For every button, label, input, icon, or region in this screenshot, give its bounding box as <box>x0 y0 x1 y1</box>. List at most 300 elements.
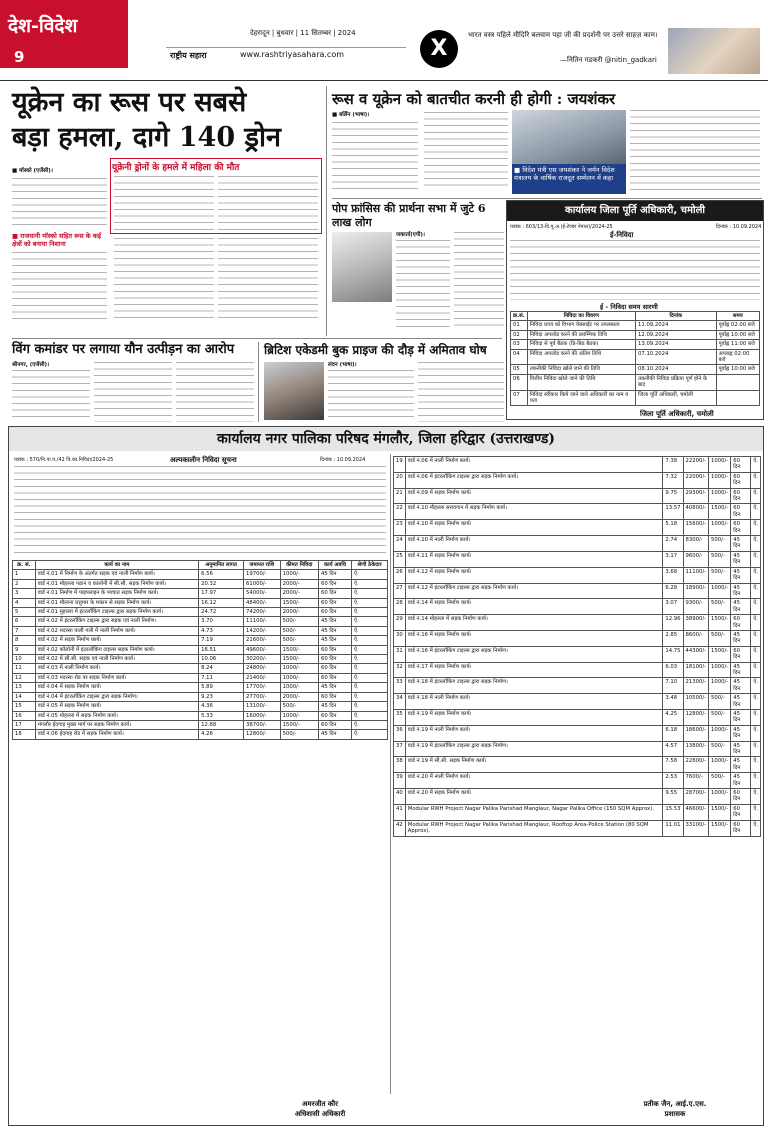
manglaur-table-cell: 2.74 <box>663 536 683 552</box>
manglaur-table-row <box>394 789 761 805</box>
story1-headline-line1: यूक्रेन का रूस पर सबसे <box>12 87 247 118</box>
manglaur-table-cell: 8600/- <box>683 630 709 646</box>
manglaur-table-row <box>394 678 761 694</box>
manglaur-table-cell: 1000/- <box>280 673 318 682</box>
story3-body-col2 <box>454 232 504 330</box>
manglaur-table-cell: 38900/- <box>683 615 709 631</box>
manglaur-table-cell: 20.32 <box>199 579 244 588</box>
manglaur-table-cell: वार्ड नं.03 मदरसा रोड पर सड़क निर्माण कार्य। <box>35 673 198 682</box>
manglaur-table-cell: 16000/- <box>244 711 281 720</box>
manglaur-table-cell: 60 दिन <box>731 472 751 488</box>
manglaur-table-cell: 12.96 <box>663 615 683 631</box>
manglaur-table-cell: 3.68 <box>663 567 683 583</box>
manglaur-table-cell: 22000/- <box>683 472 709 488</box>
manglaur-table-cell: 1000/- <box>709 678 731 694</box>
manglaur-table-cell: 500/- <box>280 702 318 711</box>
manglaur-table-cell: 20 <box>394 472 406 488</box>
manglaur-ad-title: कार्यालय नगर पालिका परिषद मंगलौर, जिला हरिद्वार (उत्तराखण्ड) <box>9 427 763 451</box>
manglaur-table-cell: 14 <box>13 692 36 701</box>
manglaur-table-cell: ऐ. <box>751 773 761 789</box>
manglaur-table-cell: ऐ. <box>751 457 761 473</box>
manglaur-table-cell: 3 <box>13 589 36 598</box>
manglaur-table-cell: ऐ. <box>751 694 761 710</box>
manglaur-table-cell: 60 दिन <box>318 711 351 720</box>
manglaur-table-row <box>394 615 761 631</box>
story1-dateline: ■ मॉस्को (एजेंसी)। <box>12 168 53 174</box>
manglaur-table-cell: ऐ. <box>751 725 761 741</box>
manglaur-table-row <box>394 694 761 710</box>
manglaur-table-row <box>13 730 388 739</box>
story2-photo <box>512 110 626 164</box>
manglaur-table-cell: 60 दिन <box>731 615 751 631</box>
chamoli-table-cell: 07.10.2024 <box>636 349 717 365</box>
manglaur-table-cell: 9.23 <box>199 692 244 701</box>
manglaur-table-cell: 60 दिन <box>731 804 751 820</box>
manglaur-table-cell: 500/- <box>709 599 731 615</box>
manglaur-table-cell: वार्ड नं.20 में नाली निर्माण कार्य। <box>405 773 663 789</box>
chamoli-table-cell: जिला पूर्ति अधिकारी, चमोली <box>636 390 717 406</box>
manglaur-table-cell: 1500/- <box>280 598 318 607</box>
manglaur-table-cell: वार्ड नं.10 में नाली निर्माण कार्य। <box>405 536 663 552</box>
manglaur-table-cell: 18600/- <box>683 725 709 741</box>
manglaur-table-cell: 9 <box>13 645 36 654</box>
manglaur-table-cell: 45 दिन <box>731 599 751 615</box>
manglaur-table-cell: 1500/- <box>709 646 731 662</box>
manglaur-table-cell: 45 दिन <box>731 773 751 789</box>
manglaur-table-cell: वार्ड नं.18 में नाली निर्माण कार्य। <box>405 694 663 710</box>
manglaur-table-cell: ऐ. <box>751 741 761 757</box>
manglaur-table-cell: 1500/- <box>709 820 731 836</box>
manglaur-table-cell: 45 दिन <box>731 536 751 552</box>
chamoli-table-row <box>511 365 760 374</box>
manglaur-table-cell: 60 दिन <box>731 504 751 520</box>
chamoli-table-cell <box>716 390 759 406</box>
manglaur-table-right <box>393 456 761 837</box>
manglaur-table-cell: ऐ. <box>352 645 388 654</box>
manglaur-table-cell: वार्ड नं.02 में इंटरलॉकिंग टाइल्स द्वारा सड़क एवं नाली निर्माण। <box>35 617 198 626</box>
column-divider <box>390 454 391 1094</box>
manglaur-table-cell: वार्ड नं.01 मौलाना प्रत्तुमार के मकान से सड़क निर्माण कार्य। <box>35 598 198 607</box>
manglaur-table-cell: 10 <box>13 655 36 664</box>
manglaur-table-cell: 500/- <box>709 741 731 757</box>
manglaur-table-cell: 22 <box>394 504 406 520</box>
manglaur-table-row <box>13 608 388 617</box>
manglaur-table-cell: 15600/- <box>683 520 709 536</box>
manglaur-table-cell: 13.57 <box>663 504 683 520</box>
manglaur-table-cell: वार्ड नं.06 में नाली निर्माण कार्य। <box>405 457 663 473</box>
manglaur-table-cell: ऐ. <box>352 711 388 720</box>
manglaur-table-cell: 38700/- <box>244 720 281 729</box>
manglaur-table-row <box>13 636 388 645</box>
manglaur-table-cell: 9600/- <box>683 551 709 567</box>
manglaur-table-cell: 7.32 <box>663 472 683 488</box>
manglaur-table-cell: 46600/- <box>683 804 709 820</box>
manglaur-table-cell: 60 दिन <box>731 520 751 536</box>
manglaur-table-cell: 8 <box>13 636 36 645</box>
chamoli-table-cell: 06 <box>511 374 528 390</box>
manglaur-table-cell: वार्ड नं.01 निर्माण में पाइपलाइन के पश्चात सड़क निर्माण कार्य। <box>35 589 198 598</box>
manglaur-table-cell: 29300/- <box>683 488 709 504</box>
manglaur-table-cell: 38 <box>394 757 406 773</box>
manglaur-table-cell: वार्ड नं.09 में सड़क निर्माण कार्य। <box>405 488 663 504</box>
manglaur-table-cell: 7.11 <box>199 673 244 682</box>
manglaur-table-cell: 60 दिन <box>318 692 351 701</box>
manglaur-table-cell: 8.24 <box>199 664 244 673</box>
manglaur-signer-left-title: अधिशासी अधिकारी <box>294 1110 346 1118</box>
chamoli-signature: जिला पूर्ति अधिकारी, चमोली <box>640 410 714 418</box>
manglaur-ref-no: पत्रांक : 570/नि.पा.प./42 वि.का.निविदा/2024-25 <box>14 457 114 463</box>
chamoli-table-cell: 03 <box>511 340 528 349</box>
manglaur-table-row <box>13 720 388 729</box>
manglaur-table-cell: 21300/- <box>683 678 709 694</box>
manglaur-table-cell: 1500/- <box>280 655 318 664</box>
manglaur-table-cell: 21400/- <box>244 673 281 682</box>
website-url[interactable]: www.rashtriyasahara.com <box>240 50 345 59</box>
manglaur-table-row <box>394 630 761 646</box>
manglaur-table-cell: 12800/- <box>683 710 709 726</box>
manglaur-table-row <box>394 773 761 789</box>
manglaur-table-cell: ऐ. <box>751 567 761 583</box>
manglaur-table-cell: 500/- <box>709 551 731 567</box>
manglaur-table-cell: 60 दिन <box>318 589 351 598</box>
chamoli-notice-title: ई-निविदा <box>610 231 634 239</box>
manglaur-table-cell: 60 दिन <box>318 655 351 664</box>
masthead-rule <box>166 47 406 48</box>
chamoli-schedule-title: ई - निविदा समय सारणी <box>600 303 658 311</box>
manglaur-table-cell: 13100/- <box>244 702 281 711</box>
chamoli-table-cell: 05 <box>511 365 528 374</box>
manglaur-table-cell: 6.03 <box>663 662 683 678</box>
story3-photo <box>332 232 392 302</box>
manglaur-table-cell: 3.17 <box>663 551 683 567</box>
manglaur-table-cell: 13 <box>13 683 36 692</box>
story5-photo <box>264 362 324 420</box>
story1-box-body-b <box>218 176 318 230</box>
manglaur-table-cell: 1000/- <box>709 520 731 536</box>
manglaur-table-cell: 11100/- <box>244 617 281 626</box>
manglaur-table-cell: 4.25 <box>663 710 683 726</box>
manglaur-table-left <box>12 560 388 740</box>
manglaur-table-cell: 60 दिन <box>318 673 351 682</box>
manglaur-table-cell: 500/- <box>709 694 731 710</box>
manglaur-table-cell: 2000/- <box>280 692 318 701</box>
manglaur-table-cell: वार्ड नं.16 में इंटरलॉकिंग टाइल्स द्वारा सड़क निर्माण। <box>405 646 663 662</box>
manglaur-table-row <box>394 710 761 726</box>
chamoli-table-cell: 07 <box>511 390 528 406</box>
manglaur-table-cell: 29 <box>394 615 406 631</box>
manglaur-table-cell: 23 <box>394 520 406 536</box>
manglaur-signer-right-name: प्रतीक जैन, आई.ए.एस. <box>643 1100 707 1108</box>
chamoli-ref-no: पत्रांक : 603/13-वि.पू.अ.(ई-टेण्डर नेपाल)/2024-25 <box>510 224 613 230</box>
manglaur-table-cell: वार्ड नं.20 में सड़क निर्माण कार्य। <box>405 789 663 805</box>
story4-body-col3 <box>176 362 254 422</box>
manglaur-table-cell: वार्ड नं.01 मुहल्ला में इंटरलॉकिंग टाइल्स द्वारा सड़क निर्माण कार्य। <box>35 608 198 617</box>
manglaur-table-cell: ऐ. <box>751 504 761 520</box>
manglaur-table-cell: 1000/- <box>280 683 318 692</box>
manglaur-table-cell: 500/- <box>709 630 731 646</box>
manglaur-table-cell: 41 <box>394 804 406 820</box>
manglaur-table-cell: 1000/- <box>709 725 731 741</box>
manglaur-table-row <box>13 617 388 626</box>
manglaur-table-cell: 28 <box>394 599 406 615</box>
manglaur-table-cell: 1000/- <box>709 488 731 504</box>
manglaur-table-cell: वार्ड नं.05 में सड़क निर्माण कार्य। <box>35 702 198 711</box>
chamoli-table-cell: 02 <box>511 330 528 339</box>
chamoli-table-cell: पूर्वाह्न 10:00 बजे <box>716 330 759 339</box>
manglaur-table-cell: 13800/- <box>683 741 709 757</box>
manglaur-table-cell: वार्ड नं.12 में इंटरलॉकिंग टाइल्स द्वारा सड़क निर्माण कार्य। <box>405 583 663 599</box>
manglaur-table-cell: 45 दिन <box>731 710 751 726</box>
chamoli-table-cell: पूर्वाह्न 11:00 बजे <box>716 340 759 349</box>
chamoli-table-header-cell: क्र.सं. <box>511 312 528 321</box>
manglaur-table-header-cell: श्रेणी ठेकेदार <box>352 561 388 570</box>
manglaur-table-cell: 500/- <box>280 730 318 739</box>
chamoli-table-cell <box>716 374 759 390</box>
manglaur-table-cell: 45 दिन <box>318 730 351 739</box>
manglaur-table-cell: 45 दिन <box>731 694 751 710</box>
manglaur-table-row <box>394 757 761 773</box>
manglaur-table-cell: 500/- <box>709 567 731 583</box>
manglaur-table-cell: वार्ड नं.19 में सी.सी. सड़क निर्माण कार्य। <box>405 757 663 773</box>
manglaur-table-cell: वार्ड नं.19 में इंटरलॉकिंग टाइल्स द्वारा सड़क निर्माण। <box>405 741 663 757</box>
manglaur-table-header-cell: अनुमानित लागत <box>199 561 244 570</box>
manglaur-table-row <box>394 457 761 473</box>
manglaur-table-cell: 1500/- <box>280 720 318 729</box>
story4-dateline: श्रीनगर, (एजेंसी)। <box>12 362 50 368</box>
manglaur-table-cell: वार्ड नं.06 ईदगाह रोड में सड़क निर्माण कार्य। <box>35 730 198 739</box>
manglaur-signer-right-title: प्रशासक <box>664 1110 686 1118</box>
manglaur-table-cell: 60 दिन <box>731 457 751 473</box>
manglaur-table-cell: 45 दिन <box>731 757 751 773</box>
chamoli-table-cell: निविदा प्रपत्र को विभाग वेबसाईट पर उपलब्धता <box>527 321 635 330</box>
manglaur-table-cell: 31 <box>394 646 406 662</box>
story4-body-col1 <box>12 370 90 422</box>
manglaur-table-cell: 18 <box>13 730 36 739</box>
chamoli-table-header-cell: दिनांक <box>636 312 717 321</box>
manglaur-table-row <box>13 655 388 664</box>
manglaur-table-cell: 12.88 <box>199 720 244 729</box>
manglaur-table-row <box>394 488 761 504</box>
story2-body-col1 <box>332 122 418 190</box>
manglaur-table-header-cell: जमानत राशि <box>244 561 281 570</box>
manglaur-table-cell: 18900/- <box>683 583 709 599</box>
manglaur-table-cell: 1 <box>13 570 36 579</box>
story3-body-col1 <box>396 240 450 330</box>
chamoli-table-cell: तकनीकी निविदा खोले जाने की तिथि <box>527 365 635 374</box>
manglaur-table-cell: 5 <box>13 608 36 617</box>
manglaur-table-cell: 60 दिन <box>318 598 351 607</box>
quote-text: भारत वस्त्र पहिले मौदिरि बलवाम पहा जी की प्रदर्शनी पर उत्तरे साहज़ काम। <box>468 31 658 39</box>
manglaur-table-row <box>394 804 761 820</box>
manglaur-table-cell: 16 <box>13 711 36 720</box>
manglaur-table-row <box>13 579 388 588</box>
manglaur-table-cell: 1000/- <box>280 711 318 720</box>
manglaur-table-cell: ऐ. <box>352 589 388 598</box>
chamoli-ad-title: कार्यालय जिला पूर्ति अधिकारी, चमोली <box>507 201 763 221</box>
manglaur-table-cell: ऐ. <box>352 617 388 626</box>
manglaur-table-cell: 4.36 <box>199 702 244 711</box>
manglaur-table-row <box>394 472 761 488</box>
manglaur-table-cell: 10.06 <box>199 655 244 664</box>
manglaur-table-row <box>394 520 761 536</box>
manglaur-table-cell: 9.75 <box>663 488 683 504</box>
manglaur-table-cell: 30 <box>394 630 406 646</box>
manglaur-table-cell: ऐ. <box>751 646 761 662</box>
story2-body-col2 <box>424 112 508 190</box>
chamoli-table-cell: निविदा अपलोड करने की अंतिम तिथि <box>527 349 635 365</box>
manglaur-table-cell: 26 <box>394 567 406 583</box>
chamoli-table-cell: निविदा स्वीकार किये जाने वाले अधिकारी का नाम व पता <box>527 390 635 406</box>
manglaur-table-row <box>394 599 761 615</box>
manglaur-table-cell: 33100/- <box>683 820 709 836</box>
quote-author-photo <box>668 28 760 74</box>
column-divider <box>326 86 327 336</box>
manglaur-table-row <box>13 711 388 720</box>
manglaur-table-cell: 6 <box>13 617 36 626</box>
manglaur-table-cell: वार्ड नं.04 में सड़क निर्माण कार्य। <box>35 683 198 692</box>
manglaur-table-cell: वार्ड नं.03 में नाली निर्माण कार्य। <box>35 664 198 673</box>
section-title: देश-विदेश <box>8 15 78 37</box>
manglaur-table-cell: 60 दिन <box>731 488 751 504</box>
manglaur-table-cell: ऐ. <box>751 757 761 773</box>
manglaur-table-cell: 6.56 <box>199 570 244 579</box>
chamoli-table-header-cell: समय <box>716 312 759 321</box>
story4-body-col2 <box>94 362 172 422</box>
manglaur-table-cell: वार्ड नं.12 में सड़क निर्माण कार्य। <box>405 567 663 583</box>
manglaur-table-cell: 16.51 <box>199 645 244 654</box>
manglaur-table-cell: 48400/- <box>244 598 281 607</box>
manglaur-table-cell: ऐ. <box>352 579 388 588</box>
manglaur-table-cell: ऐ. <box>751 615 761 631</box>
manglaur-table-cell: 45 दिन <box>318 636 351 645</box>
manglaur-table-cell: 3.07 <box>663 599 683 615</box>
manglaur-table-cell: ऐ. <box>751 662 761 678</box>
chamoli-table-cell: अपराह्न 02:00 बजे <box>716 349 759 365</box>
manglaur-table-cell: ऐ. <box>352 598 388 607</box>
manglaur-table-cell: 2.53 <box>663 773 683 789</box>
chamoli-table-cell: निविदा से पूर्व बैठक (प्रि-बिड बैठक) <box>527 340 635 349</box>
manglaur-table-cell: वार्ड नं.16 में सड़क निर्माण कार्य। <box>405 630 663 646</box>
manglaur-table-cell: 61000/- <box>244 579 281 588</box>
chamoli-date: दिनांक : 10.09.2024 <box>716 224 762 230</box>
manglaur-table-row <box>13 645 388 654</box>
manglaur-table-cell: 37 <box>394 741 406 757</box>
manglaur-table-cell: 45 दिन <box>731 567 751 583</box>
manglaur-table-cell: 3.70 <box>199 617 244 626</box>
manglaur-table-cell: 11 <box>13 664 36 673</box>
manglaur-table-row <box>13 683 388 692</box>
chamoli-schedule-table <box>510 311 760 406</box>
manglaur-table-cell: मंगलौर ईदगाह मुख्य मार्ग पर सड़क निर्माण कार्य। <box>35 720 198 729</box>
manglaur-table-cell: 32 <box>394 662 406 678</box>
manglaur-table-cell: 60 दिन <box>731 789 751 805</box>
manglaur-date: दिनांक : 10.09.2024 <box>320 457 366 463</box>
chamoli-table-cell: वित्तीय निविदा खोले जाने की तिथि <box>527 374 635 390</box>
chamoli-table-row <box>511 374 760 390</box>
chamoli-table-header-cell: निविदा का विवरण <box>527 312 635 321</box>
manglaur-table-cell: ऐ. <box>751 536 761 552</box>
manglaur-table-cell: 7.19 <box>199 636 244 645</box>
chamoli-table-row <box>511 321 760 330</box>
manglaur-table-cell: 1000/- <box>709 583 731 599</box>
manglaur-table-cell: 42 <box>394 820 406 836</box>
manglaur-table-cell: 22200/- <box>683 457 709 473</box>
manglaur-table-cell: 8300/- <box>683 536 709 552</box>
manglaur-table-cell: 39 <box>394 773 406 789</box>
manglaur-table-cell: 11100/- <box>683 567 709 583</box>
manglaur-table-row <box>13 570 388 579</box>
story2-headline: रूस व यूक्रेन को बातचीत करनी ही होगी : जयशंकर <box>332 90 616 108</box>
quote-author: —नितिन गडकरी @nitin_gadkari <box>560 56 657 64</box>
manglaur-table-cell: 7600/- <box>683 773 709 789</box>
manglaur-table-cell: वार्ड नं.06 में इंटरलॉकिंग टाइल्स द्वारा सड़क निर्माण कार्य। <box>405 472 663 488</box>
manglaur-table-cell: Modular RWH Project Nagar Palika Parishad Manglaur, Rooftop Area-Police Station (80 SQM Approx). <box>405 820 663 836</box>
manglaur-notice-body <box>14 466 386 558</box>
manglaur-table-cell: 24 <box>394 536 406 552</box>
story3-headline: पोप फ्रांसिस की प्रार्थना सभा में जुटे 6 लाख लोग <box>332 202 486 229</box>
manglaur-table-cell: 27 <box>394 583 406 599</box>
manglaur-table-cell: 44300/- <box>683 646 709 662</box>
manglaur-table-row <box>394 551 761 567</box>
divider <box>332 198 762 199</box>
manglaur-table-cell: ऐ. <box>751 789 761 805</box>
manglaur-table-cell: 1000/- <box>709 662 731 678</box>
manglaur-table-row <box>394 820 761 836</box>
manglaur-table-cell: 6.18 <box>663 725 683 741</box>
manglaur-table-cell: 60 दिन <box>318 645 351 654</box>
manglaur-table-cell: 60 दिन <box>318 720 351 729</box>
manglaur-table-cell: 60 दिन <box>318 664 351 673</box>
manglaur-table-cell: 45 दिन <box>318 683 351 692</box>
manglaur-table-cell: वार्ड नं.02 में सड़क निर्माण कार्य। <box>35 636 198 645</box>
manglaur-table-cell: 2000/- <box>280 589 318 598</box>
manglaur-table-cell: 45 दिन <box>731 630 751 646</box>
story3-dateline: जकार्ता(एपी)। <box>396 232 425 238</box>
chamoli-table-cell: पूर्वाह्न 02.00 बजे <box>716 321 759 330</box>
manglaur-table-cell: 17700/- <box>244 683 281 692</box>
manglaur-table-row <box>394 741 761 757</box>
manglaur-table-cell: 500/- <box>709 710 731 726</box>
manglaur-table-cell: ऐ. <box>751 820 761 836</box>
manglaur-table-cell: 54000/- <box>244 589 281 598</box>
manglaur-table-cell: 45 दिन <box>731 551 751 567</box>
manglaur-table-cell: 45 दिन <box>318 617 351 626</box>
chamoli-table-row <box>511 390 760 406</box>
manglaur-table-cell: 500/- <box>280 617 318 626</box>
manglaur-table-cell: 15 <box>13 702 36 711</box>
manglaur-table-cell: ऐ. <box>751 472 761 488</box>
manglaur-table-cell: 24.72 <box>199 608 244 617</box>
manglaur-table-row <box>394 662 761 678</box>
chamoli-table-row <box>511 349 760 365</box>
story4-headline: विंग कमांडर पर लगाया यौन उत्पीड़न का आरोप <box>12 342 235 357</box>
manglaur-table-row <box>13 673 388 682</box>
manglaur-table-row <box>13 589 388 598</box>
story2-dateline: ■ बर्लिन (भाषा)। <box>332 112 370 118</box>
manglaur-table-cell: 18100/- <box>683 662 709 678</box>
manglaur-table-cell: 60 दिन <box>318 579 351 588</box>
manglaur-table-row <box>394 583 761 599</box>
manglaur-table-cell: 2000/- <box>280 608 318 617</box>
story5-body-col2 <box>418 362 504 422</box>
manglaur-table-cell: 1000/- <box>709 789 731 805</box>
manglaur-table-cell: वार्ड नं.01 मोहल्ला पठान व कालोनी में सी.सी. सड़क निर्माण कार्य। <box>35 579 198 588</box>
manglaur-table-cell: ऐ. <box>751 710 761 726</box>
manglaur-table-cell: 33 <box>394 678 406 694</box>
manglaur-table-cell: 35 <box>394 710 406 726</box>
manglaur-table-cell: 1000/- <box>280 570 318 579</box>
manglaur-table-cell: 6.28 <box>663 583 683 599</box>
